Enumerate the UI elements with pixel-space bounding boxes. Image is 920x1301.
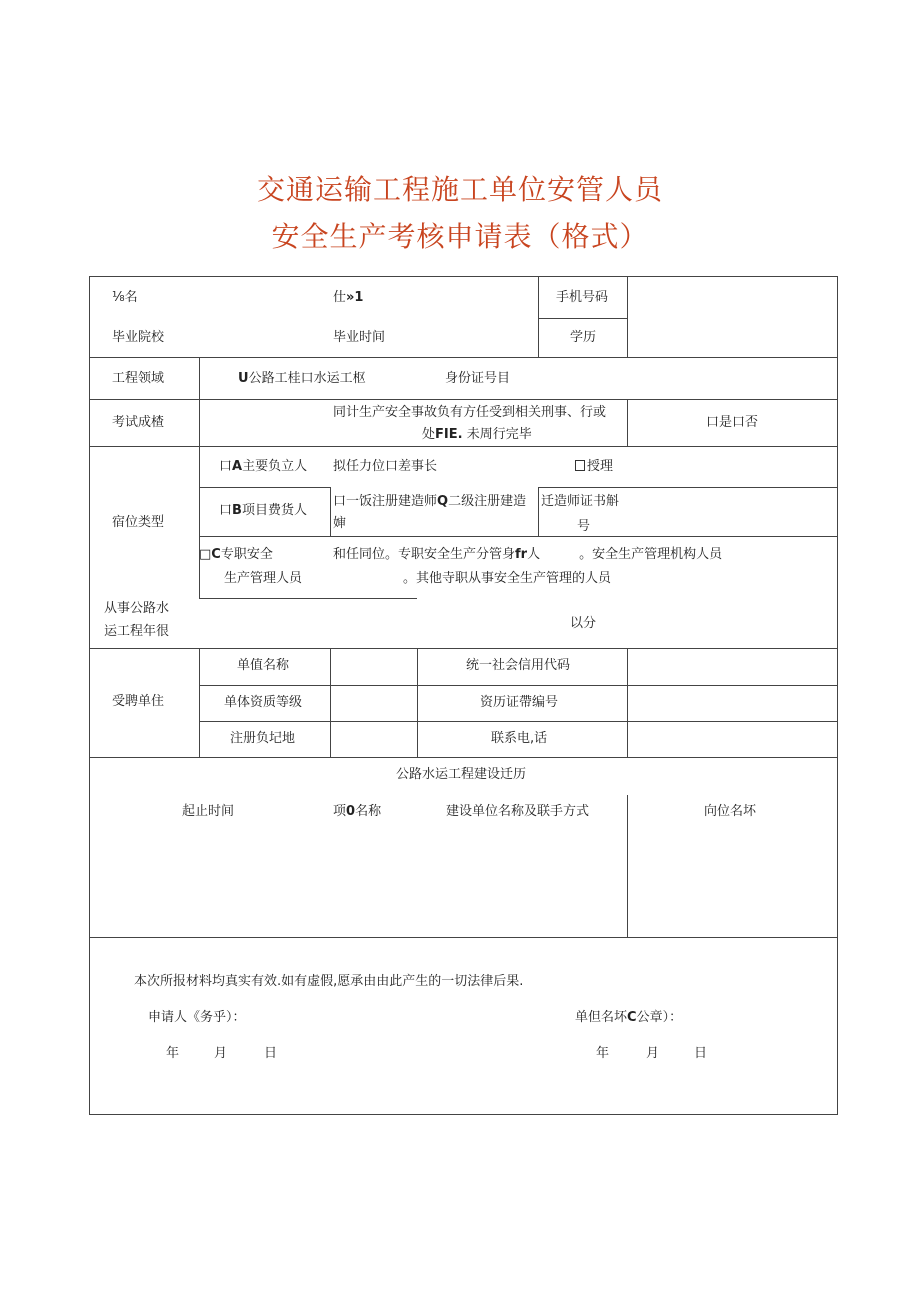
column-divider [330, 487, 331, 536]
position-type-label: 宿位类型 [112, 515, 165, 530]
graduation-time-label: 毕业时间 [333, 330, 386, 345]
row-divider [199, 721, 838, 722]
row-divider [89, 399, 838, 400]
form-title-line2: 安全生产考核申请表（格式） [271, 220, 649, 253]
position-a-roles[interactable]: 拟任力位口差事长 [333, 459, 438, 474]
liability-statement-line1: 同计生产安全事故负有方任受到相关刑事、行或 [333, 405, 607, 420]
column-divider [627, 795, 628, 937]
employer-label: 受聘单住 [112, 694, 165, 709]
row-divider [199, 487, 330, 488]
credit-code-label: 统一社会信用代码 [466, 658, 571, 673]
yes-no-checkboxes[interactable]: 口是口否 [706, 415, 759, 430]
row-divider [89, 757, 838, 758]
cert-number-label: 资历证帶编号 [480, 695, 559, 710]
row-divider [89, 937, 838, 938]
applicant-date-day: 日 [264, 1046, 278, 1061]
school-label: 毕业院校 [112, 330, 165, 345]
row-divider [538, 487, 838, 488]
applicant-signature-label: 申请人《务乎）： [148, 1010, 246, 1025]
column-divider [417, 648, 418, 757]
liability-statement-line2: 处FIE. 未周行完毕 [422, 427, 532, 442]
history-col-position: 向位名坏 [704, 804, 757, 819]
phone-label: 手机号码 [556, 290, 609, 305]
engineer-cert-label-line2: 号 [577, 519, 591, 534]
position-c-roles-line1[interactable]: 和任同位。专职安全生产分管身fr人 。安全生产管理机构人员 [333, 547, 723, 562]
column-divider [199, 357, 200, 399]
contact-phone-label: 联系电,话 [491, 731, 548, 746]
position-b-engineer-grade[interactable]: 口一饭注册建造师Q二级注册建造 [333, 494, 527, 509]
id-number-label: 身份证号目 [445, 371, 511, 386]
column-divider [199, 399, 200, 446]
row-divider [538, 318, 627, 319]
row-divider [199, 536, 838, 537]
qualification-label: 单体资质等级 [224, 695, 303, 710]
checkbox-icon[interactable] [575, 460, 585, 471]
applicant-date-month: 月 [214, 1046, 228, 1061]
exam-score-label: 考试成楂 [112, 415, 165, 430]
column-divider [199, 648, 200, 757]
engineer-cert-label-line1: 迁造师证书斛 [541, 494, 620, 509]
column-divider [538, 276, 539, 357]
years-label-line1: 从事公路水 [104, 601, 170, 616]
row-divider [199, 685, 838, 686]
row-divider [89, 648, 838, 649]
row-divider [89, 357, 838, 358]
position-c-roles-line2[interactable]: 。其他寺职从事安全生产管理的人员 [403, 571, 612, 586]
history-col-builder: 建设单位名称及联手方式 [446, 804, 590, 819]
position-b-option[interactable]: 口B项目费货人 [219, 503, 307, 518]
column-divider [627, 276, 628, 357]
history-col-project: 项0名称 [333, 804, 382, 819]
field-options[interactable]: U公路工桂口水运工枢 [238, 371, 366, 386]
column-divider [627, 399, 628, 446]
position-a-manager[interactable]: 授理 [575, 459, 613, 475]
position-c-option[interactable]: □C专职安全 [199, 547, 273, 562]
history-section-title: 公路水运工程建设迁历 [396, 767, 527, 782]
position-c-option-cont: 生产管理人员 [224, 571, 303, 586]
declaration-text: 本次所报材料均真实有效.如有虚假,愿承由由此产生的一切法律后果. [134, 974, 524, 989]
column-divider [330, 648, 331, 757]
name-label: ⅛名 [112, 290, 138, 305]
column-divider [199, 446, 200, 598]
gender-label: 仕»1 [333, 290, 364, 305]
position-b-engineer-grade-cont: 婶 [333, 516, 347, 531]
years-label-line2: 运工程年很 [104, 624, 170, 639]
applicant-date-year: 年 [166, 1046, 180, 1061]
field-label: 工程领域 [112, 371, 165, 386]
column-divider [538, 487, 539, 536]
years-value: 以分 [570, 616, 597, 631]
row-divider [199, 598, 417, 599]
unit-seal-label: 单但名坏C公章）： [575, 1010, 683, 1025]
history-col-time: 起止时间 [182, 804, 235, 819]
unit-date-year: 年 [596, 1046, 610, 1061]
registered-address-label: 注册负圮地 [230, 731, 296, 746]
unit-name-label: 单值名称 [237, 658, 290, 673]
position-a-option[interactable]: 口A主要负立人 [219, 459, 308, 474]
unit-date-month: 月 [646, 1046, 660, 1061]
row-divider [89, 446, 838, 447]
column-divider [627, 648, 628, 757]
phone-field[interactable] [632, 282, 832, 312]
form-title-line1: 交通运输工程施工单位安管人员 [256, 173, 663, 206]
unit-date-day: 日 [694, 1046, 708, 1061]
education-label: 学历 [570, 330, 597, 345]
